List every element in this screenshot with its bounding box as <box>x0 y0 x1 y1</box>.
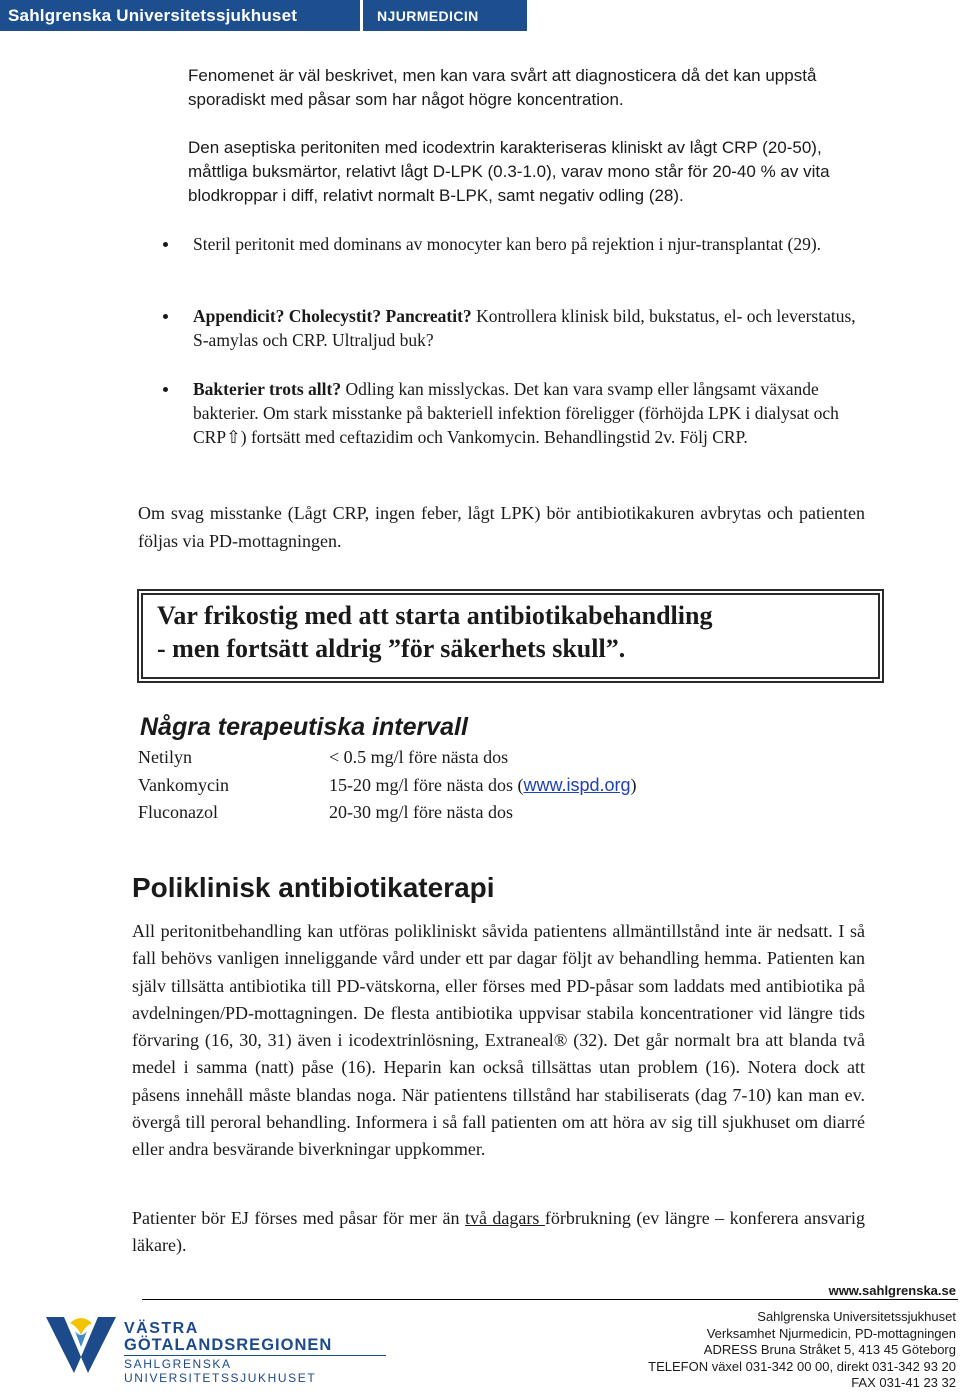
intro-p1-text: Fenomenet är väl beskrivet, men kan vara svårt att diagnosticera då det kan uppstå sporadiskt med påsar som har något högre koncentration. <box>188 66 817 109</box>
logo-rule <box>124 1355 386 1356</box>
intro-paragraph-2 <box>188 136 848 208</box>
ispd-link[interactable]: www.ispd.org <box>523 775 631 795</box>
bullet-item-bakterier <box>163 377 883 477</box>
poliklinisk-paragraph-2 <box>132 1205 865 1260</box>
footer-contact-info <box>648 1309 956 1392</box>
vgr-logo-icon <box>44 1313 118 1379</box>
logo-yellow-mark <box>70 1318 92 1335</box>
footer-unit: Verksamhet Njurmedicin, PD-mottagningen <box>706 1325 956 1341</box>
bullet-text <box>193 304 873 352</box>
poliklinisk-paragraph-1: All peritonitbehandling kan utföras polikliniskt såvida patientens allmäntillstånd inte är nedsatt. I så fall behövs vanligen inneliggande vård under ett par dagar följt av behandling hemma. Patienten kan själv tillsätta antibiotika till PD-vätskorna, eller förses med PD-påsar som laddats med antibiotika på avdelningen/PD-mottagningen. De flesta antibiotika uppvisar stabila koncentrationer vid längre tids förvaring (16, 30, 31) även i icodextrinlösning, Extraneal® (32). Det går normalt bra att blanda två medel i samma (natt) påse (16). Heparin kan också tillsättas utan problem (16). Notera dock att påsens innehåll måste blandas noga. När patientens tillstånd har stabiliserats (dag 7-10) kan man ev. övergå till peroral behandling. Informera i så fall patienten om att höra av sig till sjukhuset om diarré eller andra besvärande biverkningar uppkommer. <box>132 921 865 1160</box>
p2-underlined: två dagars <box>464 1208 545 1228</box>
bullet-item-steril <box>163 232 883 282</box>
footer-fax: FAX 031-41 23 32 <box>851 1375 956 1390</box>
bullet-body-end: ) fortsätt med ceftazidim och Vankomycin. Behandlingstid 2v. Följ CRP. <box>240 427 748 447</box>
highlight-box <box>137 589 884 683</box>
footer-divider <box>142 1299 958 1300</box>
footer-phone: TELEFON växel 031-342 00 00, direkt 031-342 93 20 <box>648 1358 956 1374</box>
highlight-line-2: - men fortsätt aldrig ”för säkerhets skull”. <box>157 634 626 663</box>
header-title: Sahlgrenska Universitetssjukhuset <box>8 5 298 25</box>
intro-paragraph-1 <box>188 64 833 112</box>
header-department: NJURMEDICIN <box>377 7 479 24</box>
interval-value-end: ) <box>630 775 637 795</box>
section-title-poliklinisk: Poliklinisk antibiotikaterapi <box>132 872 495 903</box>
logo-text-sahlgrenska: SAHLGRENSKA UNIVERSITETSSJUKHUSET <box>124 1357 317 1385</box>
bullet-text <box>193 377 873 449</box>
bullet-body: Odling kan misslyckas. Det kan vara svamp eller långsamt växande bakterier. Om stark misstanke på bakteriell infektion föreligger (förhöjda LPK i dialysat och CRP <box>193 379 839 447</box>
bullet-item-appendicit <box>163 304 883 354</box>
bullet-bold-label: Bakterier trots allt? <box>193 379 342 399</box>
vgr-logo <box>44 1309 394 1385</box>
footer-address: ADRESS Bruna Stråket 5, 413 45 Göteborg <box>703 1342 956 1357</box>
footer-org: Sahlgrenska Universitetssjukhuset <box>757 1309 956 1324</box>
p2-text-b: förbrukning (ev längre – konferera ansvarig läkare). <box>132 1208 866 1256</box>
logo-text-gotalandsregionen: GÖTALANDSREGIONEN <box>124 1336 333 1354</box>
interval-drug: Vankomycin <box>138 775 229 795</box>
interval-drug: Fluconazol <box>138 802 218 822</box>
highlight-box-text <box>157 599 712 665</box>
bullet-body: Kontrollera klinisk bild, bukstatus, el- och leverstatus, S-amylas och CRP. Ultraljud buk? <box>193 306 856 350</box>
header-band <box>0 0 527 31</box>
intervals-heading: Några terapeutiska intervall <box>140 713 468 741</box>
interval-value <box>329 775 637 796</box>
p2-text-a: Patienter bör EJ förses med påsar för mer än <box>132 1208 465 1228</box>
bullet-dot <box>163 242 168 247</box>
bullet-bold-label: Appendicit? Cholecystit? Pancreatit? <box>193 306 472 326</box>
bullet-text: Steril peritonit med dominans av monocyter kan bero på rejektion i njur-transplantat (29). <box>193 234 822 254</box>
intro-p2-text: Den aseptiska peritoniten med icodextrin karakteriseras kliniskt av lågt CRP (20-50), måttliga buksmärtor, relativt lågt D-LPK (0.3-1.0), varav mono står för 20-40 % av vita blodkroppar i diff, relativt normalt B-LPK, samt negativ odling (28). <box>188 138 830 205</box>
interval-drug: Netilyn <box>138 747 192 767</box>
footer-website[interactable]: www.sahlgrenska.se <box>828 1283 956 1298</box>
interval-value: 20-30 mg/l före nästa dos <box>329 802 513 822</box>
logo-text-vastra: VÄSTRA <box>124 1320 199 1337</box>
bullet-dot <box>163 387 168 392</box>
highlight-line-1: Var frikostig med att starta antibiotikabehandling <box>157 601 713 630</box>
bullet-dot <box>163 314 168 319</box>
weak-suspicion-paragraph: Om svag misstanke (Lågt CRP, ingen feber, lågt LPK) bör antibiotikakuren avbrytas och patienten följas via PD-mottagningen. <box>138 503 865 551</box>
interval-value: < 0.5 mg/l före nästa dos <box>329 747 509 767</box>
interval-value-text: 15-20 mg/l före nästa dos ( <box>329 775 524 795</box>
up-arrow-icon: ⇧ <box>226 427 241 447</box>
